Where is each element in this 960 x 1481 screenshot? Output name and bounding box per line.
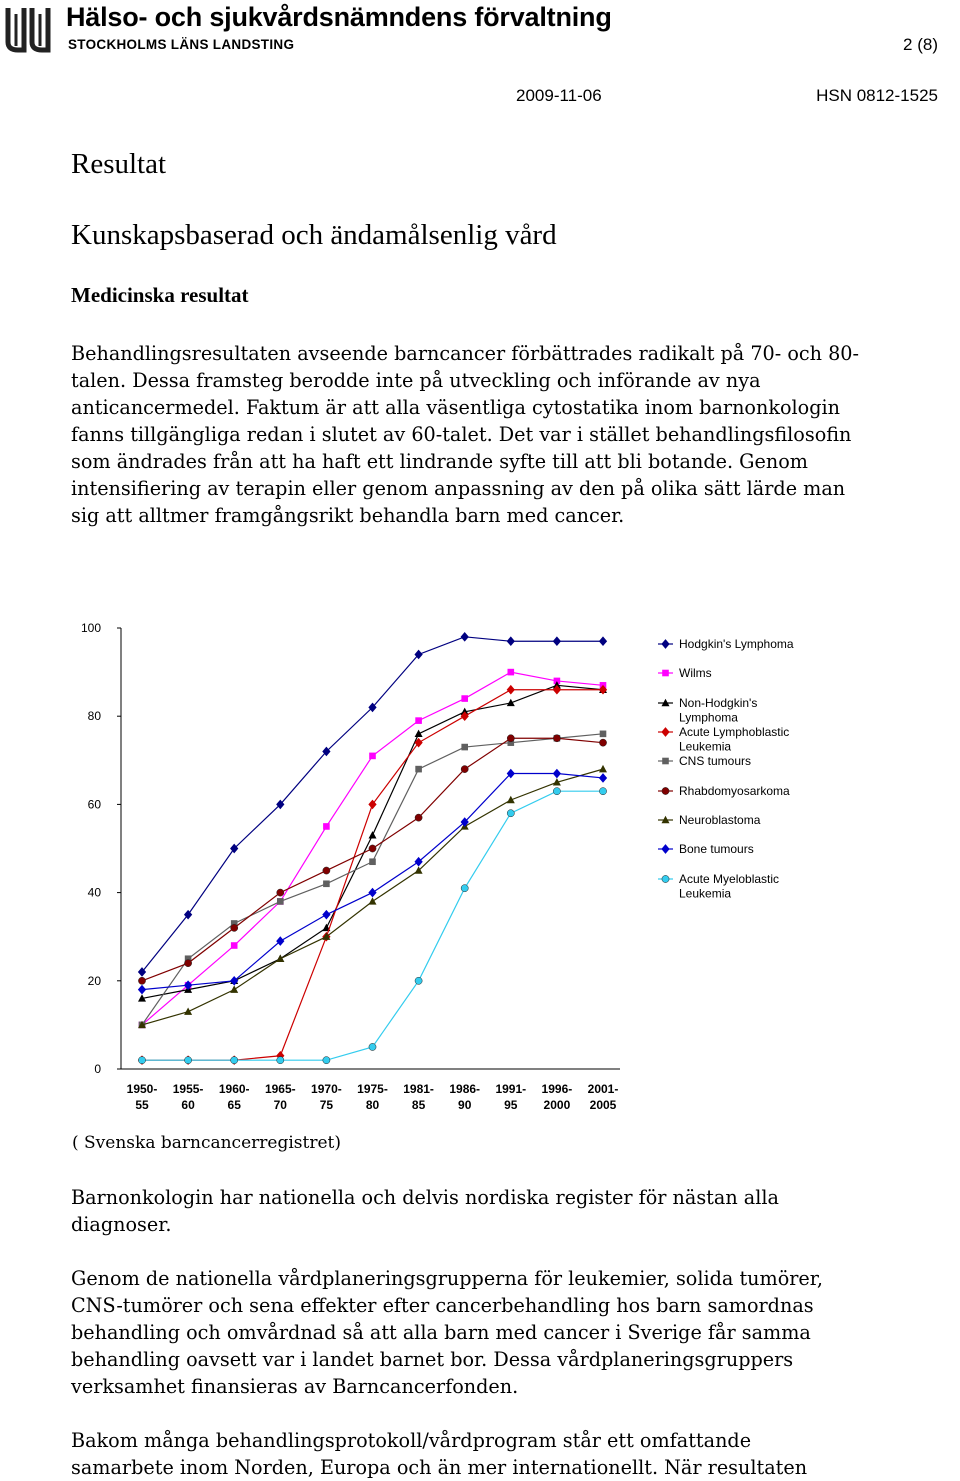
data-point — [369, 831, 377, 838]
data-point — [508, 669, 515, 676]
chart-source: ( Svenska barncancerregistret) — [72, 1133, 341, 1153]
data-point — [553, 788, 560, 795]
legend-marker — [662, 758, 669, 765]
data-point — [369, 845, 376, 852]
survival-line-chart — [0, 600, 960, 1125]
data-point — [507, 735, 514, 742]
paragraph-1-line: sig att alltmer framgångsrikt behandla barn med cancer. — [71, 504, 625, 527]
data-point — [369, 888, 376, 896]
legend-label: Acute Myeloblastic — [679, 872, 780, 886]
x-tick-label: 1965- — [264, 1082, 296, 1096]
data-point — [276, 955, 284, 962]
legend-label: Wilms — [679, 666, 712, 680]
paragraph-1-line: fanns tillgängliga redan i slutet av 60-talet. Det var i stället behandlingsfilosofin — [71, 423, 852, 446]
heading-medicinska-resultat: Medicinska resultat — [71, 283, 249, 307]
x-tick-label: 80 — [365, 1098, 380, 1112]
data-point — [230, 985, 238, 992]
x-tick-label: 90 — [458, 1098, 472, 1112]
x-tick-label: 1950- — [126, 1082, 158, 1096]
y-tick-label: 100 — [80, 621, 101, 635]
data-point — [507, 637, 514, 645]
data-point — [553, 769, 560, 777]
y-tick-label: 20 — [87, 973, 101, 988]
data-point — [231, 924, 238, 931]
data-point — [415, 717, 422, 724]
data-point — [599, 788, 606, 795]
data-point — [461, 695, 468, 702]
data-point — [369, 897, 377, 904]
data-point — [323, 1057, 330, 1064]
paragraph-3-line: behandling och omvårdnad så att alla barn med cancer i Sverige får samma — [71, 1321, 811, 1344]
series-line — [142, 734, 603, 1025]
paragraph-3-line: Genom de nationella vårdplaneringsgrupperna för leukemier, solida tumörer, — [71, 1267, 823, 1290]
data-point — [369, 858, 376, 865]
paragraph-1-line: anticancermedel. Faktum är att alla väsentliga cytostatika inom barnonkologin — [71, 396, 840, 419]
data-point — [599, 739, 606, 746]
data-point — [461, 633, 468, 641]
data-point — [507, 810, 514, 817]
data-point — [138, 977, 145, 984]
data-point — [461, 744, 468, 751]
logo-icon — [2, 2, 62, 54]
legend-label: Non-Hodgkin's — [679, 696, 758, 710]
paragraph-1-line: som ändrades från att ha haft ett lindrande syfte till att bli botande. Genom — [71, 450, 808, 473]
x-tick-label: 60 — [181, 1098, 195, 1112]
x-tick-label: 75 — [319, 1098, 334, 1112]
data-point — [277, 898, 284, 905]
data-point — [461, 885, 468, 892]
paragraph-3-line: verksamhet finansieras av Barncancerfonden. — [71, 1375, 519, 1398]
x-tick-label: 65 — [227, 1098, 241, 1112]
x-tick-label: 95 — [504, 1098, 518, 1112]
organization-title: Hälso- och sjukvårdsnämndens förvaltning — [66, 2, 612, 32]
paragraph-1-line: talen. Dessa framsteg berodde inte på utveckling och införande av nya — [71, 369, 761, 392]
legend-marker — [662, 670, 669, 677]
legend-marker — [662, 640, 669, 648]
x-tick-label: 85 — [411, 1098, 426, 1112]
x-tick-label: 2005 — [589, 1098, 617, 1112]
data-point — [138, 985, 145, 993]
legend-marker — [662, 787, 669, 794]
legend-marker — [662, 845, 669, 853]
data-point — [277, 1057, 284, 1064]
paragraph-1-line: intensifiering av terapin eller genom anpassning av den på olika sätt lärde man — [71, 477, 846, 500]
legend-label: CNS tumours — [679, 754, 752, 768]
series-line — [142, 685, 603, 998]
paragraph-4-line: Bakom många behandlingsprotokoll/vårdprogram står ett omfattande — [71, 1429, 752, 1452]
data-point — [415, 730, 423, 737]
data-point — [553, 637, 560, 645]
series-line — [142, 690, 603, 1060]
paragraph-3-line: behandling oavsett var i landet barnet bor. Dessa vårdplaneringsgruppers — [71, 1348, 794, 1371]
document-id: HSN 0812-1525 — [816, 86, 938, 105]
data-point — [599, 637, 606, 645]
y-tick-label: 40 — [87, 885, 101, 900]
data-point — [599, 774, 606, 782]
x-tick-label: 2001- — [587, 1082, 619, 1096]
data-point — [369, 1043, 376, 1050]
data-point — [323, 910, 330, 918]
legend-marker — [662, 728, 669, 736]
data-point — [184, 1007, 192, 1014]
data-point — [415, 766, 422, 773]
data-point — [231, 1057, 238, 1064]
data-point — [553, 735, 560, 742]
document-date: 2009-11-06 — [516, 86, 602, 105]
x-tick-label: 1960- — [218, 1082, 250, 1096]
y-tick-label: 60 — [87, 797, 101, 812]
data-point — [415, 977, 422, 984]
data-point — [185, 960, 192, 967]
legend-label: Neuroblastoma — [679, 813, 761, 827]
data-point — [461, 766, 468, 773]
legend-marker — [662, 875, 669, 882]
page-number: 2 (8) — [903, 35, 938, 54]
legend-label: Rhabdomyosarkoma — [679, 784, 790, 798]
data-point — [369, 753, 376, 760]
heading-resultat: Resultat — [71, 148, 167, 180]
x-tick-label: 1981- — [403, 1082, 434, 1096]
data-point — [415, 814, 422, 821]
heading-kunskapsbaserad: Kunskapsbaserad och ändamålsenlig vård — [71, 219, 557, 251]
x-tick-label: 1991- — [495, 1082, 527, 1096]
x-tick-label: 1986- — [449, 1082, 481, 1096]
data-point — [231, 942, 238, 949]
legend-label: Acute Lymphoblastic — [679, 725, 790, 739]
paragraph-2-line: Barnonkologin har nationella och delvis nordiska register för nästan alla — [71, 1186, 779, 1209]
data-point — [277, 889, 284, 896]
legend-label: Bone tumours — [679, 842, 754, 856]
x-tick-label: 1975- — [357, 1082, 388, 1096]
paragraph-4-line: samarbete inom Norden, Europa och än mer internationellt. När resultaten — [71, 1456, 808, 1479]
legend-label: Leukemia — [679, 886, 732, 901]
data-point — [600, 731, 607, 738]
data-point — [323, 867, 330, 874]
y-tick-label: 0 — [94, 1062, 101, 1076]
x-tick-label: 70 — [273, 1098, 287, 1112]
legend-label: Lymphoma — [679, 710, 738, 725]
x-tick-label: 1955- — [172, 1082, 204, 1096]
legend-label: Hodgkin's Lymphoma — [679, 637, 794, 651]
organization-subtitle: STOCKHOLMS LÄNS LANDSTING — [68, 37, 295, 52]
paragraph-3-line: CNS-tumörer och sena effekter efter cancerbehandling hos barn samordnas — [71, 1294, 814, 1317]
data-point — [507, 686, 514, 694]
paragraph-2-line: diagnoser. — [71, 1213, 172, 1236]
x-tick-label: 2000 — [543, 1098, 571, 1112]
y-tick-label: 80 — [87, 709, 101, 724]
x-tick-label: 1996- — [541, 1082, 573, 1096]
data-point — [323, 880, 330, 887]
legend-label: Leukemia — [679, 739, 732, 754]
x-tick-label: 1970- — [311, 1082, 342, 1096]
data-point — [185, 1057, 192, 1064]
data-point — [138, 1057, 145, 1064]
paragraph-1-line: Behandlingsresultaten avseende barncancer förbättrades radikalt på 70- och 80- — [71, 342, 859, 365]
data-point — [599, 765, 607, 772]
data-point — [323, 823, 330, 830]
x-tick-label: 55 — [135, 1098, 149, 1112]
